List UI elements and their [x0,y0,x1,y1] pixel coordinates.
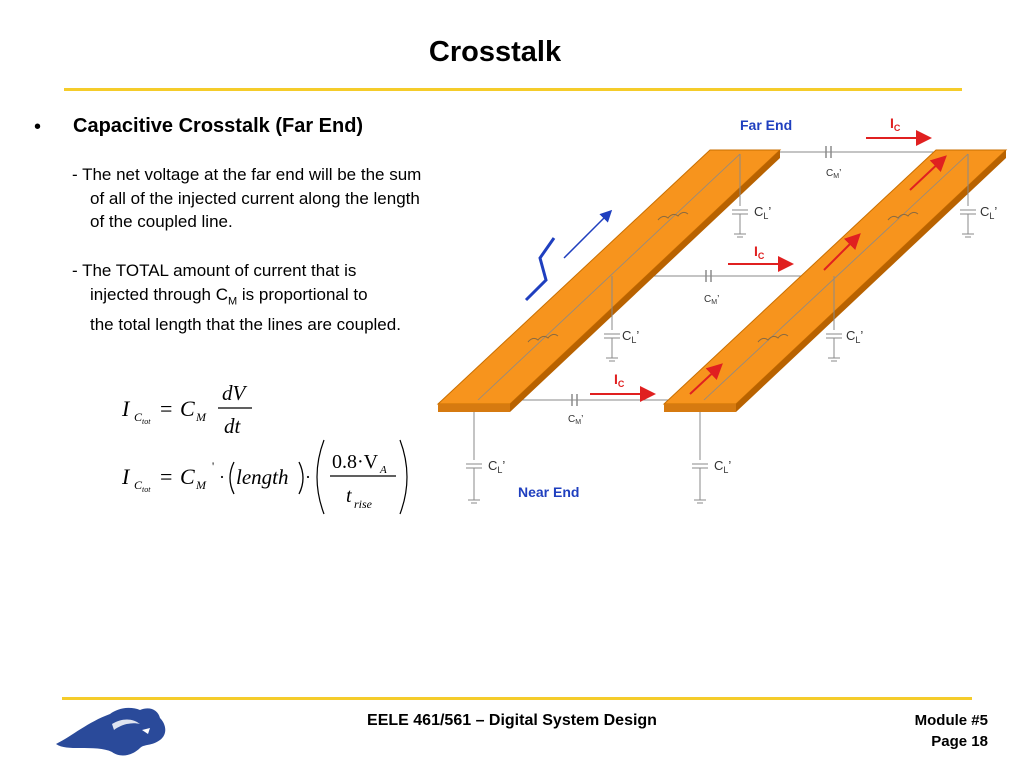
bobcat-logo-icon [52,700,172,762]
eq2-dot-2: · [305,467,311,487]
paragraph-total-current [72,259,401,337]
far-end-label: Far End [740,117,793,133]
eq2-denominator: t [346,485,352,507]
eq2-numerator-sub: A [380,464,387,476]
page-number: Page 18 [931,733,988,750]
cl-label-5: $C_L$’ [488,458,506,475]
eq1-lhs-sub: C [134,410,143,424]
cm-label-2: $C_M$’ [704,294,720,306]
para1-line1: - The net voltage at the far end will be the sum [72,165,422,184]
bullet-heading: Capacitive Crosstalk (Far End) [73,115,364,137]
para1-line3: of the coupled line. [90,212,233,231]
course-title: EELE 461/561 – Digital System Design [367,712,657,729]
eq2-lhs: I [122,464,130,489]
equations [118,378,418,518]
ic-label-2: $I_C$ [754,243,765,261]
ic-label-3: $I_C$ [614,371,625,389]
para2-line1: - The TOTAL amount of current that is [72,261,357,280]
eq1-c-sub: M [196,410,206,424]
eq1-lhs: I [122,396,130,421]
cm-label-3: $C_M$’ [568,414,584,426]
equation-2 [121,440,407,514]
eq2-denominator-sub: rise [354,497,372,511]
para2-line2: injected through $C_M$ is proportional to [90,284,368,307]
cl-label-1: $C_L$’ [754,204,772,221]
bullet-marker: • [34,116,42,138]
eq1-equals: = [160,396,173,421]
module-number: Module #5 [914,712,988,729]
paragraph-net-voltage [72,163,421,234]
eq2-prime: ' [212,459,215,473]
cl-label-3: $C_L$’ [622,328,640,345]
eq2-lhs-subsub: tot [142,485,151,494]
para2-line3: the total length that the lines are coupled. [90,315,401,335]
eq2-lhs-sub: C [134,478,143,492]
slide-title: Crosstalk [428,36,562,68]
cl-label-4: $C_L$’ [846,328,864,345]
near-end-label: Near End [518,484,580,500]
cl-label-2: $C_L$’ [980,204,998,221]
eq1-lhs-subsub: tot [142,417,151,426]
module-page-info [915,710,988,752]
eq2-dot-1: · [219,467,225,487]
eq2-c: C [180,464,195,489]
eq2-length: length [236,465,289,489]
eq1-denominator: dt [224,414,241,438]
equation-1 [121,381,252,438]
eq1-c: C [180,396,195,421]
cm-label-1: $C_M$’ [826,168,842,180]
ic-label-1: $I_C$ [890,115,901,133]
title-rule [64,88,962,91]
eq1-numerator: dV [222,381,246,405]
cl-label-6: $C_L$’ [714,458,732,475]
eq2-equals: = [160,464,173,489]
para1-line2: of all of the injected current along the length [90,188,420,208]
eq2-c-sub: M [196,478,206,492]
footer-rule [62,697,972,700]
pulse-edge-icon [526,238,554,300]
eq2-numerator: 0.8·V [332,451,379,473]
coupled-lines-diagram [428,110,1020,520]
